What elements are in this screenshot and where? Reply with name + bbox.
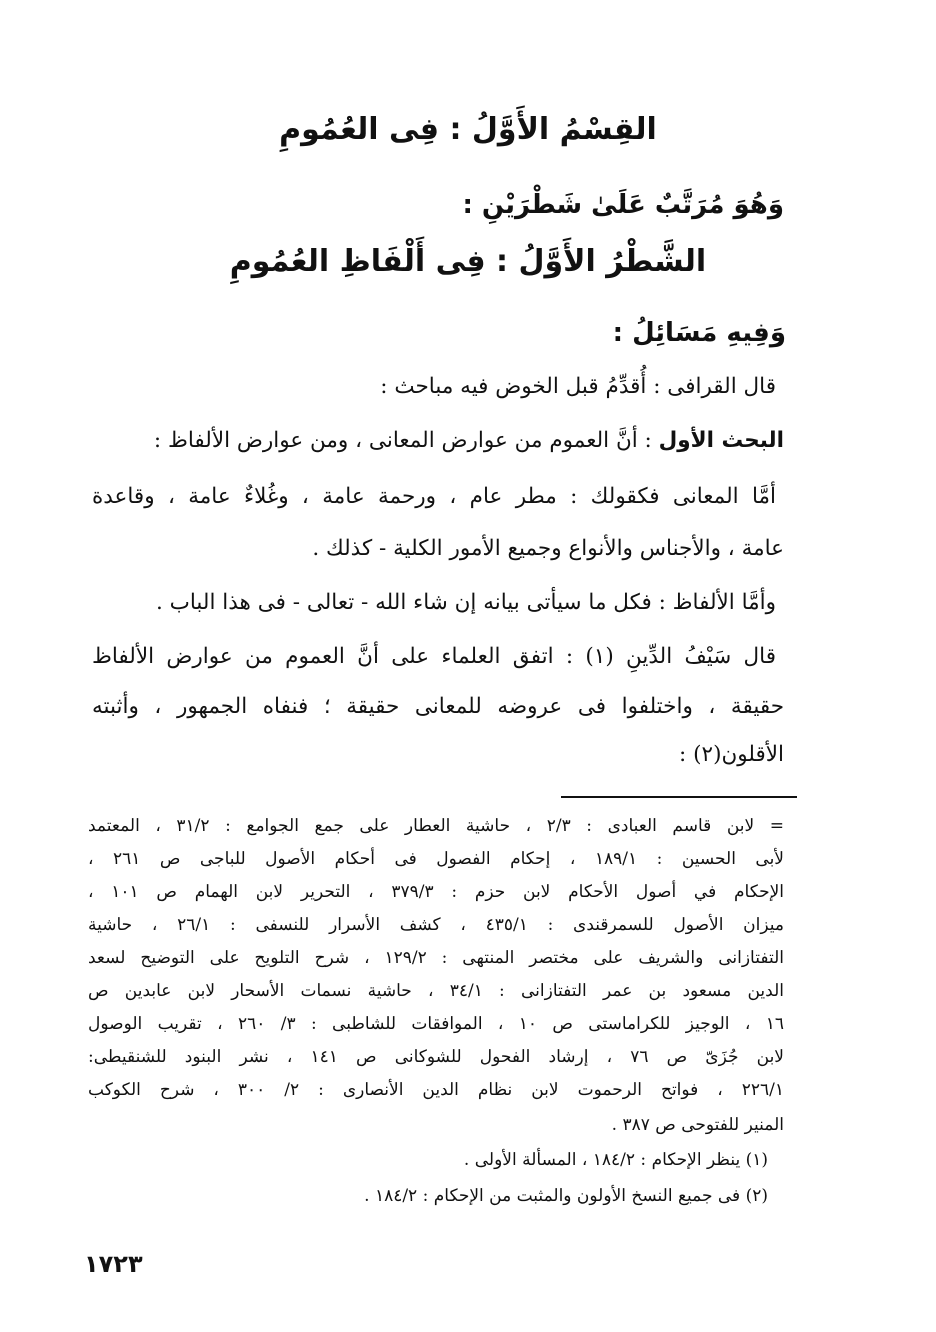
footnote-2: (٢) فى جميع النسخ الأولون والمثبت من الإحكام : ١٨٤/٢ .	[364, 1186, 768, 1206]
meanings-line-2: عامة ، والأجناس والأنواع وجميع الأمور الكلية - كذلك .	[312, 536, 784, 561]
footnote-divider	[561, 796, 797, 798]
part-title: الشَّطْرُ الأَوَّلُ : فِى أَلْفَاظِ العُمُومِ	[229, 244, 707, 279]
footnote-1: (١) ينظر الإحكام : ١٨٤/٢ ، المسألة الأولى .	[463, 1150, 768, 1170]
footnote-line-last: المنير للفتوحى ص ٣٨٧ .	[611, 1115, 784, 1135]
footnote-line: = لابن قاسم العبادى : ٢/٣ ، حاشية العطار على جمع الجوامع : ٣١/٢ ، المعتمد	[88, 816, 785, 836]
section-title: القِسْمُ الأَوَّلُ : فِى العُمُومِ	[279, 112, 657, 147]
page-number: ١٧٢٣	[84, 1250, 143, 1278]
meanings-line-1: أمَّا المعانى فكقولك : مطر عام ، ورحمة عامة ، وغُلاءٌ عامة ، وقاعدة	[92, 484, 776, 509]
footnote-line: الدين مسعود بن عمر التفتازانى : ٣٤/١ ، حاشية نسمات الأسحار لابن عابدين ص	[88, 981, 784, 1001]
footnote-line: الإحكام في أصول الأحكام لابن حزم : ٣٧٩/٣ ، التحرير لابن الهمام ص ١٠١ ،	[88, 882, 785, 902]
sayf-line-3: الأقلون(٢) :	[679, 742, 784, 767]
words-paragraph: وأمَّا الألفاظ : فكل ما سيأتى بيانه إن شاء الله - تعالى - فى هذا الباب .	[155, 590, 776, 615]
qarafi-intro: قال القرافى : أُقدِّمُ قبل الخوض فيه مباحث :	[380, 374, 776, 399]
first-topic-text: : أنَّ العموم من عوارض المعانى ، ومن عوارض الألفاظ :	[153, 428, 652, 453]
footnote-line: ميزان الأصول للسمرقندى : ٤٣٥/١ ، كشف الأسرار للنسفى : ٢٦/١ ، حاشية	[88, 915, 784, 935]
footnote-line: ٢٢٦/١ ، فواتح الرحموت لابن نظام الدين الأنصارى : ٢/ ٣٠٠ ، شرح الكوكب	[88, 1080, 785, 1100]
sayf-line-1: قال سَيْفُ الدِّينِ (١) : اتفق العلماء على أنَّ العموم من عوارض الألفاظ	[92, 644, 776, 669]
footnote-line: لابن جُزَىّ ص ٧٦ ، إرشاد الفحول للشوكانى ص ١٤١ ، نشر البنود للشنقيطى:	[88, 1047, 784, 1067]
issues-heading: وَفِيهِ مَسَائِلُ :	[612, 318, 786, 348]
first-topic-label: البحث الأول	[658, 428, 784, 453]
arrangement-heading: وَهُوَ مُرَتَّبٌ عَلَىٰ شَطْرَيْنِ :	[462, 190, 784, 220]
footnote-line: ١٦ ، الوجيز للكراماستى ص ١٠ ، الموافقات للشاطبى : ٣/ ٢٦٠ ، تقريب الوصول	[88, 1014, 784, 1034]
footnote-line: التفتازانى والشريف على مختصر المنتهى : ١٢٩/٢ ، شرح التلويح على التوضيح لسعد	[88, 948, 784, 968]
footnote-line: لأبى الحسين : ١٨٩/١ ، إحكام الفصول فى أحكام الأصول للباجى ص ٢٦١ ،	[88, 849, 785, 869]
sayf-line-2: حقيقة ، واختلفوا فى عروضه للمعانى حقيقة ؛ فنفاه الجمهور ، وأثبته	[92, 694, 784, 719]
first-topic-paragraph	[154, 428, 784, 454]
